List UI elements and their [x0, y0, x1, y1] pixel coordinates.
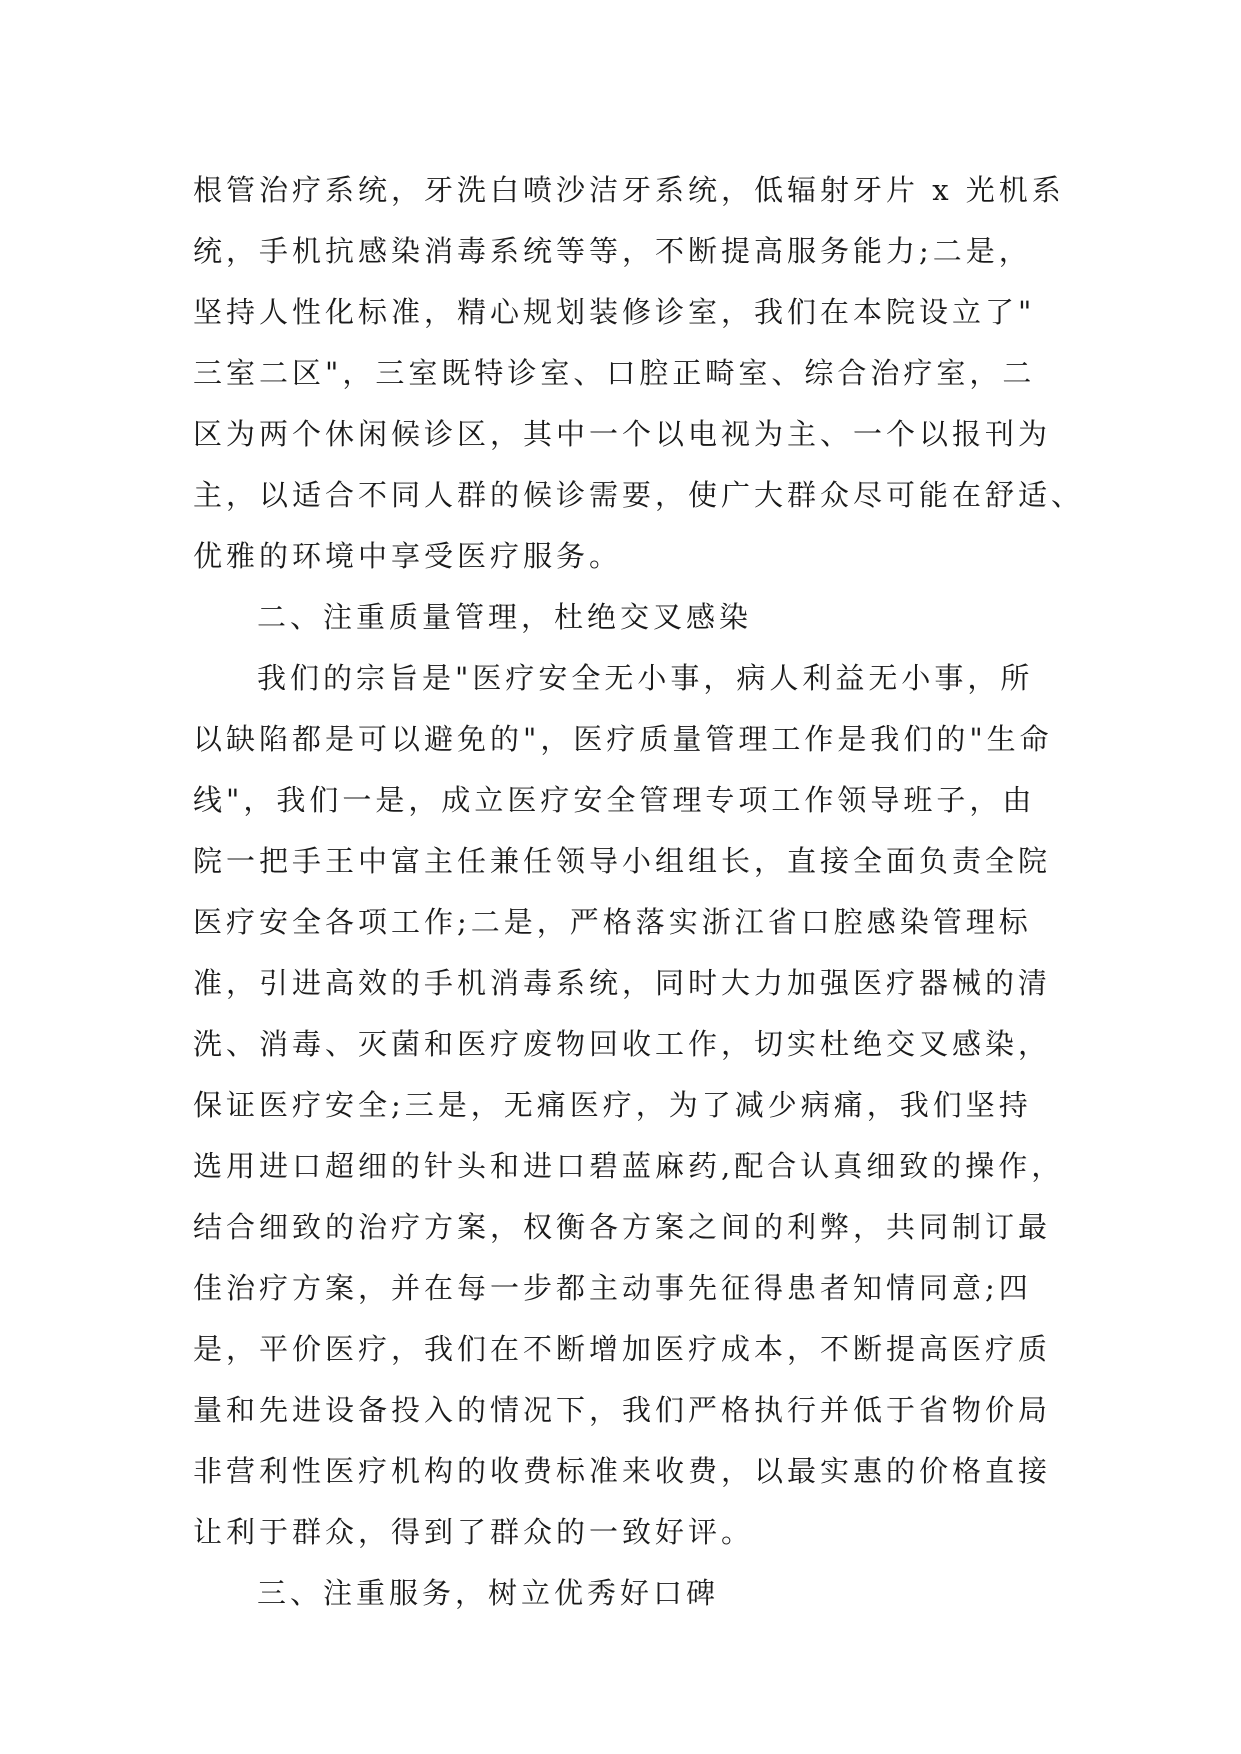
text-line: 根管治疗系统，牙洗白喷沙洁牙系统，低辐射牙片 x 光机系 — [193, 173, 1065, 207]
text-line: 是，平价医疗，我们在不断增加医疗成本，不断提高医疗质 — [193, 1332, 1052, 1366]
text-line: 以缺陷都是可以避免的"，医疗质量管理工作是我们的"生命 — [193, 722, 1053, 756]
text-line: 结合细致的治疗方案，权衡各方案之间的利弊，共同制订最 — [193, 1210, 1052, 1244]
text-line: 量和先进设备投入的情况下，我们严格执行并低于省物价局 — [193, 1393, 1052, 1427]
text-line: 选用进口超细的针头和进口碧蓝麻药,配合认真细致的操作， — [193, 1149, 1065, 1183]
text-line: 统，手机抗感染消毒系统等等，不断提高服务能力;二是， — [193, 234, 1032, 268]
text-line: 院一把手王中富主任兼任领导小组组长，直接全面负责全院 — [193, 844, 1052, 878]
paragraph-start: 我们的宗旨是"医疗安全无小事，病人利益无小事，所 — [257, 661, 1034, 695]
text-line: 三室二区"，三室既特诊室、口腔正畸室、综合治疗室，二 — [193, 356, 1036, 390]
body-text — [193, 160, 1085, 1624]
text-line: 非营利性医疗机构的收费标准来收费，以最实惠的价格直接 — [193, 1454, 1052, 1488]
text-line: 区为两个休闲候诊区，其中一个以电视为主、一个以报刊为 — [193, 417, 1052, 451]
text-line: 准，引进高效的手机消毒系统，同时大力加强医疗器械的清 — [193, 966, 1052, 1000]
text-line: 线"，我们一是，成立医疗安全管理专项工作领导班子，由 — [193, 783, 1036, 817]
text-line: 保证医疗安全;三是，无痛医疗，为了减少病痛，我们坚持 — [193, 1088, 1032, 1122]
section-heading-2: 二、注重质量管理，杜绝交叉感染 — [257, 600, 753, 634]
section-heading-3: 三、注重服务，树立优秀好口碑 — [257, 1576, 720, 1610]
text-line: 让利于群众，得到了群众的一致好评。 — [193, 1515, 755, 1549]
text-line: 主，以适合不同人群的候诊需要，使广大群众尽可能在舒适、 — [193, 478, 1085, 512]
text-line: 佳治疗方案，并在每一步都主动事先征得患者知情同意;四 — [193, 1271, 1032, 1305]
text-line: 医疗安全各项工作;二是，严格落实浙江省口腔感染管理标 — [193, 905, 1032, 939]
text-line: 优雅的环境中享受医疗服务。 — [193, 539, 623, 573]
text-line: 坚持人性化标准，精心规划装修诊室，我们在本院设立了" — [193, 295, 1036, 329]
text-line: 洗、消毒、灭菌和医疗废物回收工作，切实杜绝交叉感染， — [193, 1027, 1052, 1061]
